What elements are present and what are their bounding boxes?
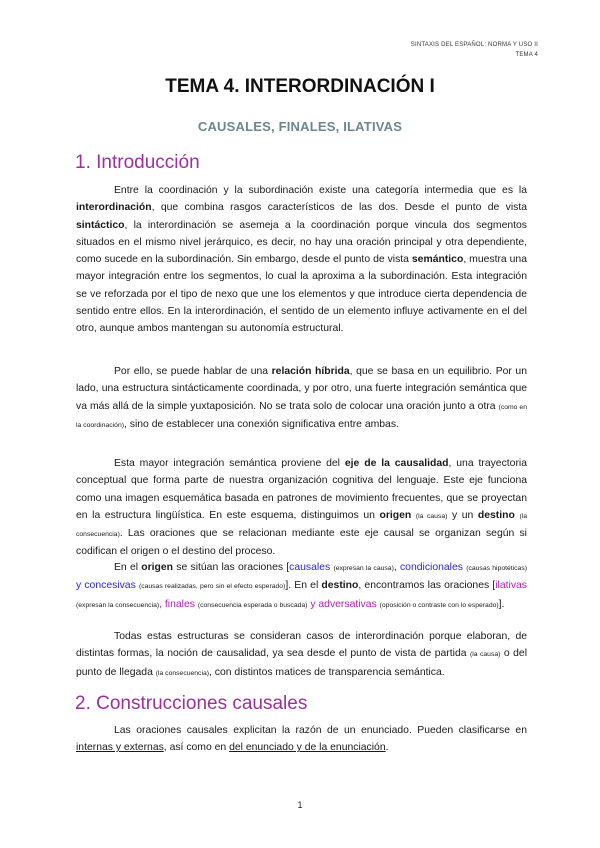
small-note: (la causa): [415, 512, 448, 520]
text-run: Las oraciones causales explicitan la razón de un enunciado. Pueden clasificarse en: [114, 725, 527, 736]
text-run: ,: [393, 562, 400, 573]
text-run: , muestra una mayor integración entre los segmentos, lo cual la aproxima a la subordinación. Esta integración se ve reforzada por el tipo de nexo que une los elementos y que introduce cierta dependencia de sentido entre ellos. En la interordinación, el sentido de un elemento influye activamente en el del otro, aunque ambos mantengan su autonomía estructural.: [76, 254, 527, 335]
text-run: En el: [114, 562, 142, 573]
text-run: , encontramos las oraciones [: [358, 580, 496, 592]
section-1-heading: 1. Introducción: [75, 152, 200, 173]
small-note: (como en la coordinación): [76, 403, 527, 429]
small-note: (expresan la consecuencia): [76, 601, 160, 609]
bold-term: relación híbrida: [271, 366, 350, 377]
text-run: , que combina rasgos característicos de las dos. Desde el punto de vista: [151, 202, 527, 214]
causales-paragraph-1: [76, 722, 527, 757]
text-run: y un: [447, 509, 478, 521]
small-note: (consecuencia esperada o buscada): [197, 601, 308, 609]
text-run: Todas estas estructuras se consideran casos de interordinación porque elaboran, de distintas formas, la noción de causalidad, ya sea desde el punto de vista de partida: [76, 631, 527, 660]
text-run: Entre la coordinación y la subordinación existe una categoría intermedia que es la: [114, 185, 527, 196]
underlined-term: del enunciado y de la enunciación: [229, 742, 386, 754]
bold-term: eje de la causalidad: [344, 458, 449, 469]
adversativas-term: y adversativas: [310, 598, 377, 610]
small-note: (la consecuencia): [155, 669, 210, 677]
document-title: TEMA 4. INTERORDINACIÓN I: [165, 76, 435, 97]
running-header-course: SINTAXIS DEL ESPAÑOL: NORMA Y USO II: [410, 42, 538, 48]
condicionales-term: condicionales: [399, 562, 463, 573]
bold-term: sintáctico: [76, 219, 125, 231]
text-run: se sitúan las oraciones [: [173, 562, 290, 573]
running-header-topic: TEMA 4: [515, 52, 538, 58]
text-run: , la interordinación se asemeja a la coordinación porque vincula dos segmentos situados en el mismo nivel jerárquico, es decir, no hay una oración principal y otra dependiente, como sucede en la subordinación. Sin embargo, desde el punto de vista: [76, 219, 527, 266]
text-run: Por ello, se puede hablar de una: [114, 366, 272, 377]
text-run: , una trayectoria conceptual que forma parte de nuestra organización cognitiva del lenguaje. Este eje funciona como una imagen esquemática basada en patrones de movimiento frecuentes, que se proyectan en la estructura lingüística. En este esquema, distinguimos un: [76, 458, 527, 521]
text-run: .: [385, 742, 389, 754]
small-note: (la causa): [469, 651, 501, 659]
text-run: ,: [159, 598, 165, 610]
page-number: 1: [297, 800, 303, 810]
underlined-term: internas y externas: [76, 742, 164, 754]
intro-paragraph-3: [76, 455, 527, 561]
small-note: (causas realizadas, pero sin el efecto esperado): [138, 583, 286, 591]
intro-paragraph-4: [76, 559, 527, 614]
concesivas-term: y concesivas: [76, 580, 136, 592]
causales-term: causales: [289, 562, 331, 573]
text-run: ].: [498, 598, 505, 610]
small-note: (la consecuencia): [76, 512, 528, 539]
text-run: , sino de establecer una conexión significativa entre ambas.: [123, 418, 399, 430]
finales-term: finales: [164, 598, 195, 610]
text-run: o del punto de llegada: [76, 648, 528, 678]
intro-paragraph-2: [76, 363, 527, 434]
small-note: (causas hipotéticas): [466, 565, 528, 572]
text-run: , con distintos matices de transparencia semántica.: [209, 666, 445, 678]
small-note: (expresan la causa): [333, 565, 394, 572]
bold-term: destino: [477, 509, 515, 521]
intro-paragraph-1: [76, 182, 527, 338]
text-run: , así como en: [163, 742, 230, 754]
bold-term: interordinación: [76, 202, 152, 214]
bold-term: destino: [321, 580, 359, 592]
bold-term: origen: [379, 509, 412, 521]
bold-term: semántico: [411, 254, 464, 266]
small-note: (oposición o contraste con lo esperado): [379, 601, 499, 609]
bold-term: origen: [141, 562, 174, 573]
text-run: ]. En el: [285, 580, 322, 592]
text-run: Esta mayor integración semántica proviene del: [114, 458, 345, 469]
running-header: [411, 40, 538, 60]
text-run: . Las oraciones que se relacionan mediante este eje causal se organizan según si codifican el origen o el destino del proceso.: [76, 528, 527, 558]
text-run: , que se basa en un equilibrio. Por un lado, una estructura sintácticamente coordinada, y por otro, una fuerte integración semántica que va más allá de la simple yuxtaposición. No se trata solo de colocar una oración junto a otra: [76, 366, 527, 412]
section-2-heading: 2. Construcciones causales: [75, 693, 308, 714]
document-subtitle: CAUSALES, FINALES, ILATIVAS: [197, 119, 403, 134]
ilativas-term: ilativas: [495, 580, 527, 592]
intro-paragraph-5: [76, 628, 527, 682]
